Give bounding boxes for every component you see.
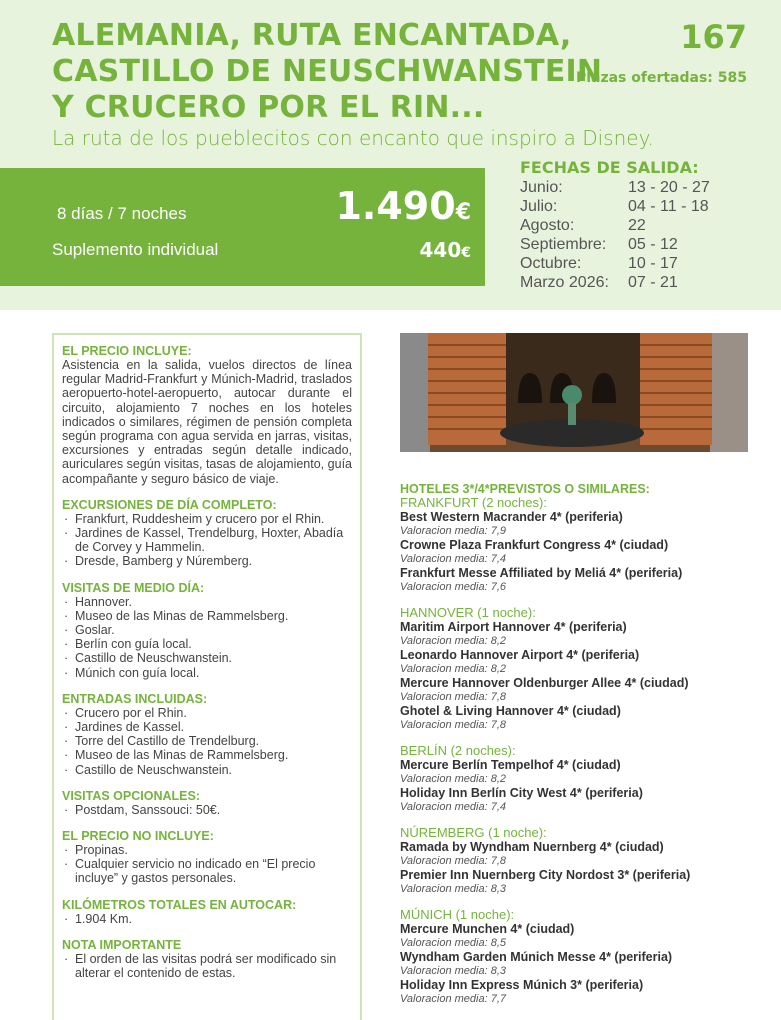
duration: 8 días / 7 noches: [57, 204, 187, 223]
fechas-heading: FECHAS DE SALIDA:: [520, 158, 699, 177]
fechas-month: Agosto:: [520, 217, 575, 234]
section-heading: KILÓMETROS TOTALES EN AUTOCAR:: [62, 897, 297, 912]
hotel-city: BERLÍN (2 noches):: [400, 743, 516, 758]
supplement-amount: [420, 238, 472, 262]
hotel-group: [400, 606, 770, 732]
section-heading: EL PRECIO INCLUYE:: [62, 344, 192, 358]
hotels-list: [400, 482, 770, 1018]
title-line: CASTILLO DE NEUSCHWANSTEIN: [52, 54, 603, 89]
list-item: · Castillo de Neuschwanstein.: [62, 651, 352, 665]
page-title: [52, 18, 612, 126]
hotel-name: Best Western Macrander 4* (periferia): [400, 510, 623, 524]
hotel-name: Wyndham Garden Múnich Messe 4* (periferia): [400, 950, 673, 964]
hotel-name: Ghotel & Living Hannover 4* (ciudad): [400, 704, 621, 718]
hotel-city: HANNOVER (1 noche):: [400, 605, 536, 620]
hotel-group: [400, 908, 770, 1006]
hotel-rating: Valoracion media: 8,5: [400, 936, 506, 949]
list-item: · Jardines de Kassel, Trendelburg, Hoxter, Abadía de Corvey y Hammelin.: [62, 526, 352, 554]
hotel-rating: Valoracion media: 7,6: [400, 580, 506, 593]
hotel-name: Mercure Hannover Oldenburger Allee 4* (ciudad): [400, 676, 689, 690]
section-km: [62, 898, 352, 926]
list-item: · Dresde, Bamberg y Núremberg.: [62, 554, 352, 568]
fechas-days: 04 - 11 - 18: [628, 198, 709, 215]
fechas-row: [520, 235, 760, 254]
hotel-name: Frankfurt Messe Affiliated by Meliá 4* (periferia): [400, 566, 683, 580]
price-amount: [335, 184, 471, 228]
hotel-rating: Valoracion media: 7,4: [400, 800, 506, 813]
hotel-name: Mercure Munchen 4* (ciudad): [400, 922, 575, 936]
list-item: · Museo de las Minas de Rammelsberg.: [62, 609, 352, 623]
fechas-row: [520, 273, 760, 292]
hotel-city: MÚNICH (1 noche):: [400, 907, 515, 922]
section-heading: EL PRECIO NO INCLUYE:: [62, 829, 214, 844]
trip-code: 167: [680, 18, 747, 56]
section-heading: VISITAS OPCIONALES:: [62, 788, 200, 803]
hotel-rating: Valoracion media: 7,8: [400, 690, 506, 703]
hotel-rating: Valoracion media: 7,8: [400, 718, 506, 731]
section-heading: NOTA IMPORTANTE: [62, 937, 182, 952]
section-no-incluye: [62, 829, 352, 886]
plazas-ofertadas: Plazas ofertadas: 585: [575, 70, 747, 86]
list-item: · Berlín con guía local.: [62, 637, 352, 651]
hotel-name: Holiday Inn Express Múnich 3* (periferia): [400, 978, 644, 992]
list-item: · 1.904 Km.: [62, 912, 352, 926]
supplement-label: Suplemento individual: [52, 240, 219, 259]
section-opcionales: [62, 789, 352, 817]
hotel-group: [400, 826, 770, 896]
hotel-rating: Valoracion media: 8,2: [400, 772, 506, 785]
section-incluye: [62, 344, 352, 486]
supplement-currency: €: [461, 245, 471, 261]
section-nota: [62, 938, 352, 980]
hotel-name: Maritim Airport Hannover 4* (periferia): [400, 620, 627, 634]
fechas-row: [520, 197, 760, 216]
hotel-rating: Valoracion media: 7,8: [400, 854, 506, 867]
section-heading: ENTRADAS INCLUIDAS:: [62, 691, 208, 706]
info-box: [52, 333, 362, 1020]
photo-illustration: [400, 333, 748, 452]
hotels-heading: HOTELES 3*/4*PREVISTOS O SIMILARES:: [400, 482, 650, 496]
hotel-rating: Valoracion media: 8,3: [400, 964, 506, 977]
hotel-city: NÚREMBERG (1 noche):: [400, 825, 547, 840]
hotel-name: Ramada by Wyndham Nuernberg 4* (ciudad): [400, 840, 664, 854]
price-currency: €: [455, 200, 471, 225]
fechas-month: Septiembre:: [520, 236, 607, 253]
section-heading: EXCURSIONES DE DÍA COMPLETO:: [62, 497, 277, 512]
fechas-days: 05 - 12: [628, 236, 678, 253]
section-entradas: [62, 692, 352, 777]
list-item: · Castillo de Neuschwanstein.: [62, 763, 352, 777]
section-text: Asistencia en la salida, vuelos directos de línea regular Madrid-Frankfurt y Múnich-Madrid, traslados aeropuerto-hotel-aeropuerto, autocar durante el circuito, alojamiento 7 noches en los hoteles indicados o similares, régimen de pensión completa según programa con agua servida en jarras, visitas, excursiones y entradas según detalle indicado, auriculares según visitas, tasas de alojamiento, guía acompañante y seguro básico de viaje.: [62, 358, 352, 486]
title-line: ALEMANIA, RUTA ENCANTADA,: [52, 18, 572, 53]
list-item: · El orden de las visitas podrá ser modificado sin alterar el contenido de estas.: [62, 952, 352, 980]
hotel-group: [400, 744, 770, 814]
hotel-name: Premier Inn Nuernberg City Nordost 3* (periferia): [400, 868, 691, 882]
section-heading: VISITAS DE MEDIO DÍA:: [62, 580, 205, 595]
hotel-rating: Valoracion media: 7,4: [400, 552, 506, 565]
list-item: · Múnich con guía local.: [62, 666, 352, 680]
section-medio-dia: [62, 581, 352, 680]
list-item: · Torre del Castillo de Trendelburg.: [62, 734, 352, 748]
hotel-city: FRANKFURT (2 noches):: [400, 495, 547, 510]
hotel-name: Holiday Inn Berlín City West 4* (periferia): [400, 786, 643, 800]
list-item: · Goslar.: [62, 623, 352, 637]
price-value: 1.490: [335, 184, 456, 228]
list-item: · Jardines de Kassel.: [62, 720, 352, 734]
list-item: · Museo de las Minas de Rammelsberg.: [62, 748, 352, 762]
fechas-days: 10 - 17: [628, 255, 678, 272]
list-item: · Hannover.: [62, 595, 352, 609]
fechas-month: Julio:: [520, 198, 558, 215]
section-excursiones: [62, 498, 352, 569]
list-item: · Frankfurt, Ruddesheim y crucero por el Rhin.: [62, 512, 352, 526]
hotel-name: Leonardo Hannover Airport 4* (periferia): [400, 648, 640, 662]
hotel-rating: Valoracion media: 7,9: [400, 524, 506, 537]
fechas-days: 13 - 20 - 27: [628, 179, 710, 196]
clock-tower-photo: [400, 333, 748, 452]
hotel-rating: Valoracion media: 8,2: [400, 634, 506, 647]
fechas-salida: [520, 158, 760, 292]
supplement-value: 440: [419, 238, 462, 262]
price-box: [0, 168, 485, 286]
subtitle: La ruta de los pueblecitos con encanto que inspiro a Disney.: [52, 126, 654, 150]
list-item: · Cualquier servicio no indicado en “El precio incluye” y gastos personales.: [62, 857, 352, 885]
fechas-row: [520, 254, 760, 273]
list-item: · Crucero por el Rhin.: [62, 706, 352, 720]
fechas-month: Junio:: [520, 179, 563, 196]
hotel-name: Crowne Plaza Frankfurt Congress 4* (ciudad): [400, 538, 669, 552]
fechas-month: Marzo 2026:: [520, 274, 609, 291]
fechas-days: 07 - 21: [628, 274, 678, 291]
title-line: Y CRUCERO POR EL RIN...: [52, 90, 485, 125]
fechas-row: [520, 178, 760, 197]
hotel-name: Mercure Berlín Tempelhof 4* (ciudad): [400, 758, 621, 772]
fechas-month: Octubre:: [520, 255, 582, 272]
list-item: · Propinas.: [62, 843, 352, 857]
hotel-rating: Valoracion media: 8,2: [400, 662, 506, 675]
hotel-rating: Valoracion media: 7,7: [400, 992, 506, 1005]
list-item: · Postdam, Sanssouci: 50€.: [62, 803, 352, 817]
fechas-row: [520, 216, 760, 235]
fechas-days: 22: [628, 217, 646, 234]
hotel-group: [400, 496, 770, 594]
hotel-rating: Valoracion media: 8,3: [400, 882, 506, 895]
